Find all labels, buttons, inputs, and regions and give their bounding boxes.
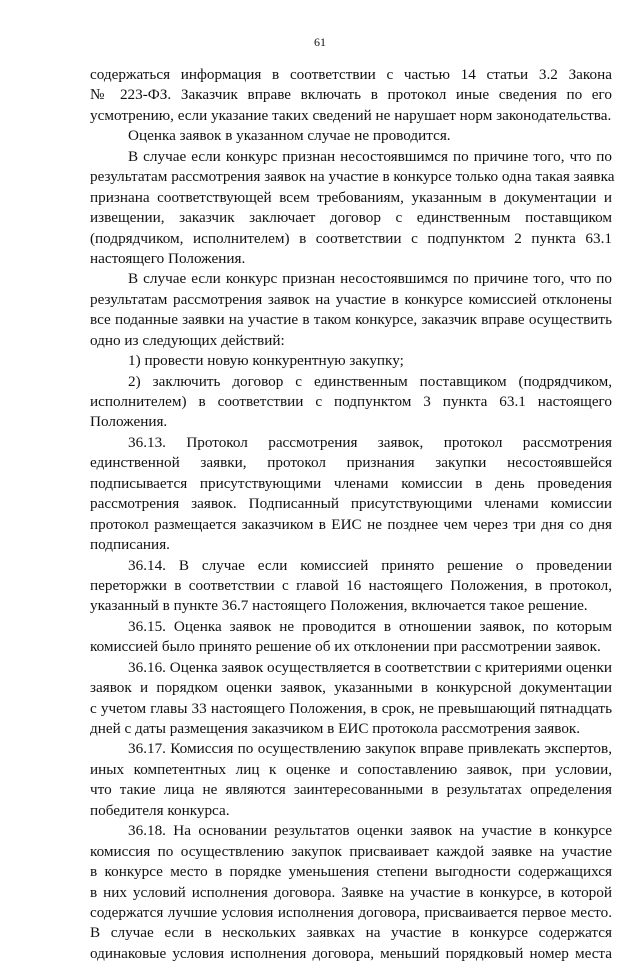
text-line: 36.17. Комиссия по осуществлению закупок вправе привлекать экспертов, xyxy=(128,740,612,758)
text-line: дней с даты размещения заказчиком в ЕИС протокола рассмотрения заявок. xyxy=(90,720,581,737)
text-line: № 223-ФЗ. Заказчик вправе включать в протокол иные сведения по его xyxy=(90,86,612,104)
text-line: все поданные заявки на участие в таком конкурсе, заказчик вправе осуществить xyxy=(90,311,612,329)
text-line: В случае если конкурс признан несостоявшимся по причине того, что по xyxy=(128,270,612,288)
text-line: усмотрению, если указание таких сведений не нарушает норм законодательства. xyxy=(90,106,612,124)
text-line: что такие лица не являются заинтересованными в результатах определения xyxy=(90,781,612,799)
text-line: результатам рассмотрения заявок на участие в конкурсе только одна такая заявка xyxy=(90,168,615,186)
text-line: победителя конкурса. xyxy=(90,801,230,819)
text-line: 36.15. Оценка заявок не проводится в отношении заявок, по которым xyxy=(128,617,612,635)
text-line: с учетом главы 33 настоящего Положения, в срок, не превышающий пятнадцать xyxy=(90,699,612,717)
text-line: 36.14. В случае если комиссией принято решение о проведении xyxy=(128,556,612,574)
document-body xyxy=(90,65,615,964)
text-line: 2) заключить договор с единственным поставщиком (подрядчиком, xyxy=(128,372,612,390)
text-line: содержаться информация в соответствии с частью 14 статьи 3.2 Закона xyxy=(90,66,612,83)
text-line: в конкурсе место в порядке уменьшения степени выгодности содержащихся xyxy=(90,863,612,881)
text-line: Положения. xyxy=(90,413,168,431)
text-line: в них условий исполнения договора. Заявке на участие в конкурсе, в которой xyxy=(90,883,612,901)
text-line: В случае если конкурс признан несостоявшимся по причине того, что по xyxy=(128,147,612,165)
text-line: признана соответствующей всем требованиям, указанным в документации и xyxy=(90,188,612,206)
text-line: рассмотрения заявок. Подписанный присутствующими членами комиссии xyxy=(90,495,612,513)
text-line: иных компетентных лиц к оценке и сопоставлению заявок, при условии, xyxy=(90,760,612,778)
text-line: комиссия по осуществлению закупок присваивает каждой заявке на участие xyxy=(90,842,612,860)
text-line: одинаковые условия исполнения договора, меньший порядковый номер места xyxy=(90,944,612,962)
text-line: заявок и порядком оценки заявок, указанными в конкурсной документации xyxy=(90,679,612,697)
text-line: подписания. xyxy=(90,536,170,554)
text-line: одно из следующих действий: xyxy=(90,331,285,349)
text-line: указанный в пункте 36.7 настоящего Положения, включается такое решение. xyxy=(90,597,588,615)
text-line: В случае если в нескольких заявках на участие в конкурсе содержатся xyxy=(90,924,612,942)
text-line: переторжки в соответствии с главой 16 настоящего Положения, в протокол, xyxy=(90,576,612,594)
text-line: результатам рассмотрения заявок на участие в конкурсе комиссией отклонены xyxy=(90,290,612,308)
text-line: 36.16. Оценка заявок осуществляется в соответствии с критериями оценки xyxy=(128,658,612,676)
text-line: 36.18. На основании результатов оценки заявок на участие в конкурсе xyxy=(128,822,612,840)
text-line: исполнителем) в соответствии с подпунктом 3 пункта 63.1 настоящего xyxy=(90,393,612,410)
text-line: содержатся лучшие условия исполнения договора, присваивается первое место. xyxy=(90,903,612,921)
text-line: (подрядчиком, исполнителем) в соответствии с подпунктом 2 пункта 63.1 xyxy=(90,229,612,247)
page-number: 61 xyxy=(314,35,326,49)
text-line: Оценка заявок в указанном случае не проводится. xyxy=(128,127,451,145)
text-line: единственной заявки, протокол признания закупки несостоявшейся xyxy=(90,454,612,472)
text-line: комиссией было принято решение об их отклонении при рассмотрении заявок. xyxy=(90,638,601,656)
text-line: протокол размещается заказчиком в ЕИС не позднее чем через три дня со дня xyxy=(90,515,612,533)
text-line: подписывается присутствующими членами комиссии в день проведения xyxy=(90,474,612,492)
text-line: 1) провести новую конкурентную закупку; xyxy=(128,352,404,370)
text-line: 36.13. Протокол рассмотрения заявок, протокол рассмотрения xyxy=(128,433,612,451)
text-line: настоящего Положения. xyxy=(90,249,246,267)
text-line: извещении, заказчик заключает договор с единственным поставщиком xyxy=(90,209,612,227)
